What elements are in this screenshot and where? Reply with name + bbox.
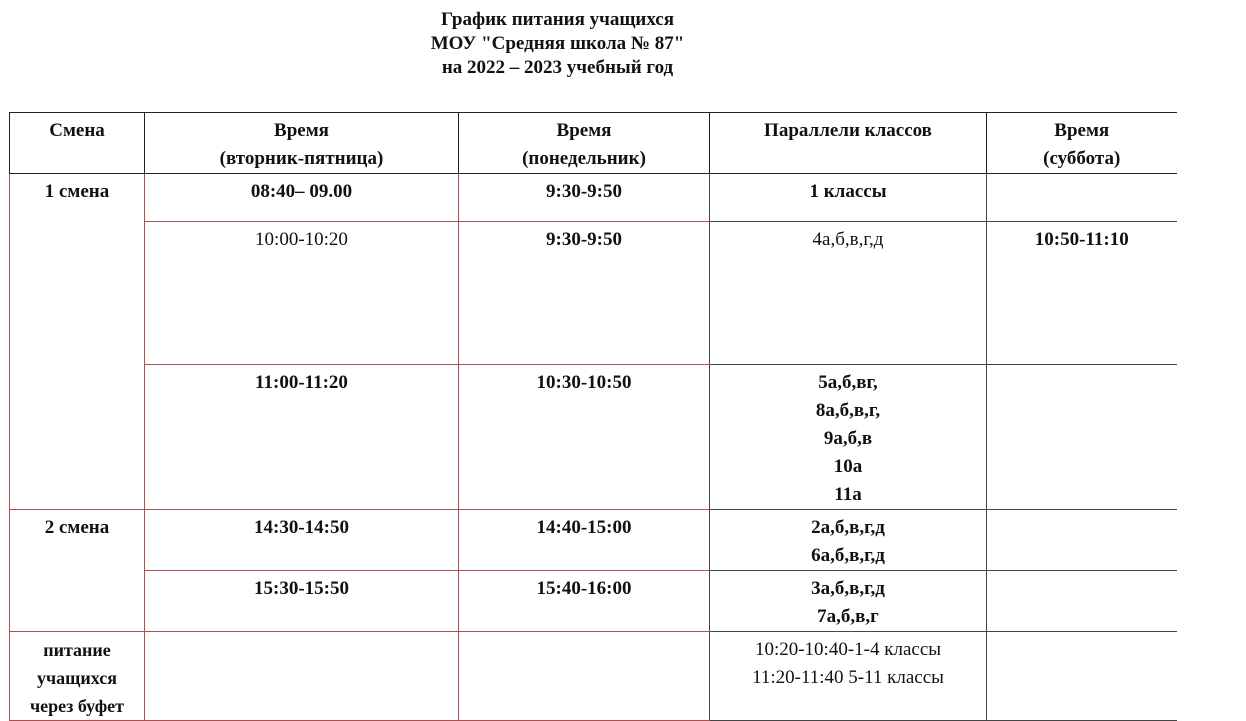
- time-tue-fri-cell: [145, 174, 459, 222]
- classes-cell: [710, 365, 987, 510]
- title-line-1: График питания учащихся: [440, 9, 674, 30]
- cafeteria-label-cell: [10, 632, 145, 721]
- header-classes-label: Параллели классов: [764, 120, 932, 141]
- header-time-monday: [459, 113, 710, 174]
- time-saturday-cell: [987, 571, 1177, 632]
- class-group: 6а,б,в,г,д: [811, 545, 885, 566]
- time-monday-value: 10:30-10:50: [536, 372, 632, 393]
- header-classes: [710, 113, 987, 174]
- cafeteria-empty-cell: [145, 632, 459, 721]
- classes-cell: [710, 174, 987, 222]
- header-shift: [10, 113, 145, 174]
- time-saturday-cell: [987, 174, 1177, 222]
- cafeteria-label-line1: питание: [43, 640, 111, 660]
- title-line-2: МОУ "Средняя школа № 87": [430, 33, 685, 54]
- shift-2-cell: [10, 510, 145, 632]
- time-monday-value: 9:30-9:50: [546, 181, 622, 202]
- table-row: [10, 222, 1177, 365]
- header-time-tue-fri-line2: (вторник-пятница): [219, 148, 384, 169]
- meal-schedule-table: [9, 112, 1177, 721]
- cafeteria-empty-cell: [987, 632, 1177, 721]
- header-time-monday-line1: Время: [556, 120, 612, 141]
- time-tue-fri-cell: [145, 365, 459, 510]
- time-tue-fri-value: 14:30-14:50: [254, 517, 349, 538]
- class-group: 7а,б,в,г: [817, 606, 879, 627]
- classes-cell: [710, 510, 987, 571]
- time-monday-value: 14:40-15:00: [536, 517, 632, 538]
- classes-cell: [710, 571, 987, 632]
- cafeteria-schedule-line2: 11:20-11:40 5-11 классы: [752, 667, 944, 688]
- classes-cell: [710, 222, 987, 365]
- time-tue-fri-cell: [145, 571, 459, 632]
- class-group: 9а,б,в: [823, 428, 873, 449]
- time-saturday-cell: [987, 510, 1177, 571]
- time-monday-value: 15:40-16:00: [536, 578, 632, 599]
- shift-2-label: 2 смена: [44, 517, 110, 538]
- header-time-monday-line2: (понедельник): [522, 148, 646, 169]
- table-row: [10, 365, 1177, 510]
- time-monday-cell: [459, 510, 710, 571]
- time-monday-cell: [459, 571, 710, 632]
- time-monday-cell: [459, 174, 710, 222]
- class-group: 2а,б,в,г,д: [811, 517, 885, 538]
- time-saturday-value: 10:50-11:10: [1034, 229, 1129, 250]
- time-tue-fri-value: 11:00-11:20: [255, 372, 348, 393]
- table-row: [10, 571, 1177, 632]
- title-line-3: на 2022 – 2023 учебный год: [441, 57, 674, 78]
- time-tue-fri-value: 08:40– 09.00: [250, 181, 353, 202]
- header-time-saturday: [987, 113, 1177, 174]
- header-shift-label: Смена: [49, 120, 105, 141]
- document-title: [360, 8, 755, 80]
- time-monday-value: 9:30-9:50: [546, 229, 622, 250]
- time-tue-fri-value: 15:30-15:50: [254, 578, 349, 599]
- class-group: 8а,б,в,г,: [815, 400, 881, 421]
- cafeteria-schedule-line1: 10:20-10:40-1-4 классы: [754, 639, 942, 660]
- time-tue-fri-value: 10:00-10:20: [255, 229, 348, 250]
- time-tue-fri-cell: [145, 222, 459, 365]
- time-saturday-cell: [987, 365, 1177, 510]
- cafeteria-label-line2: учащихся: [37, 668, 117, 688]
- header-time-saturday-line1: Время: [1054, 120, 1110, 141]
- cafeteria-label-line3: через буфет: [29, 696, 125, 716]
- class-group: 11а: [834, 484, 862, 505]
- cafeteria-empty-cell: [459, 632, 710, 721]
- shift-1-cell: [10, 174, 145, 510]
- time-monday-cell: [459, 365, 710, 510]
- class-group: 10а: [833, 456, 863, 477]
- header-time-saturday-line2: (суббота): [1043, 148, 1121, 169]
- header-time-tue-fri-line1: Время: [274, 120, 329, 141]
- cafeteria-schedule-cell: [710, 632, 987, 721]
- header-time-tue-fri: [145, 113, 459, 174]
- shift-1-label: 1 смена: [44, 181, 110, 202]
- class-group: 4а,б,в,г,д: [812, 229, 884, 250]
- time-saturday-cell: [987, 222, 1177, 365]
- table-header-row: [10, 113, 1177, 174]
- class-group: 5а,б,вг,: [818, 372, 878, 393]
- class-group: 1 классы: [809, 181, 887, 202]
- table-row-cafeteria: [10, 632, 1177, 721]
- class-group: 3а,б,в,г,д: [811, 578, 885, 599]
- time-tue-fri-cell: [145, 510, 459, 571]
- table-row: [10, 510, 1177, 571]
- time-monday-cell: [459, 222, 710, 365]
- table-row: [10, 174, 1177, 222]
